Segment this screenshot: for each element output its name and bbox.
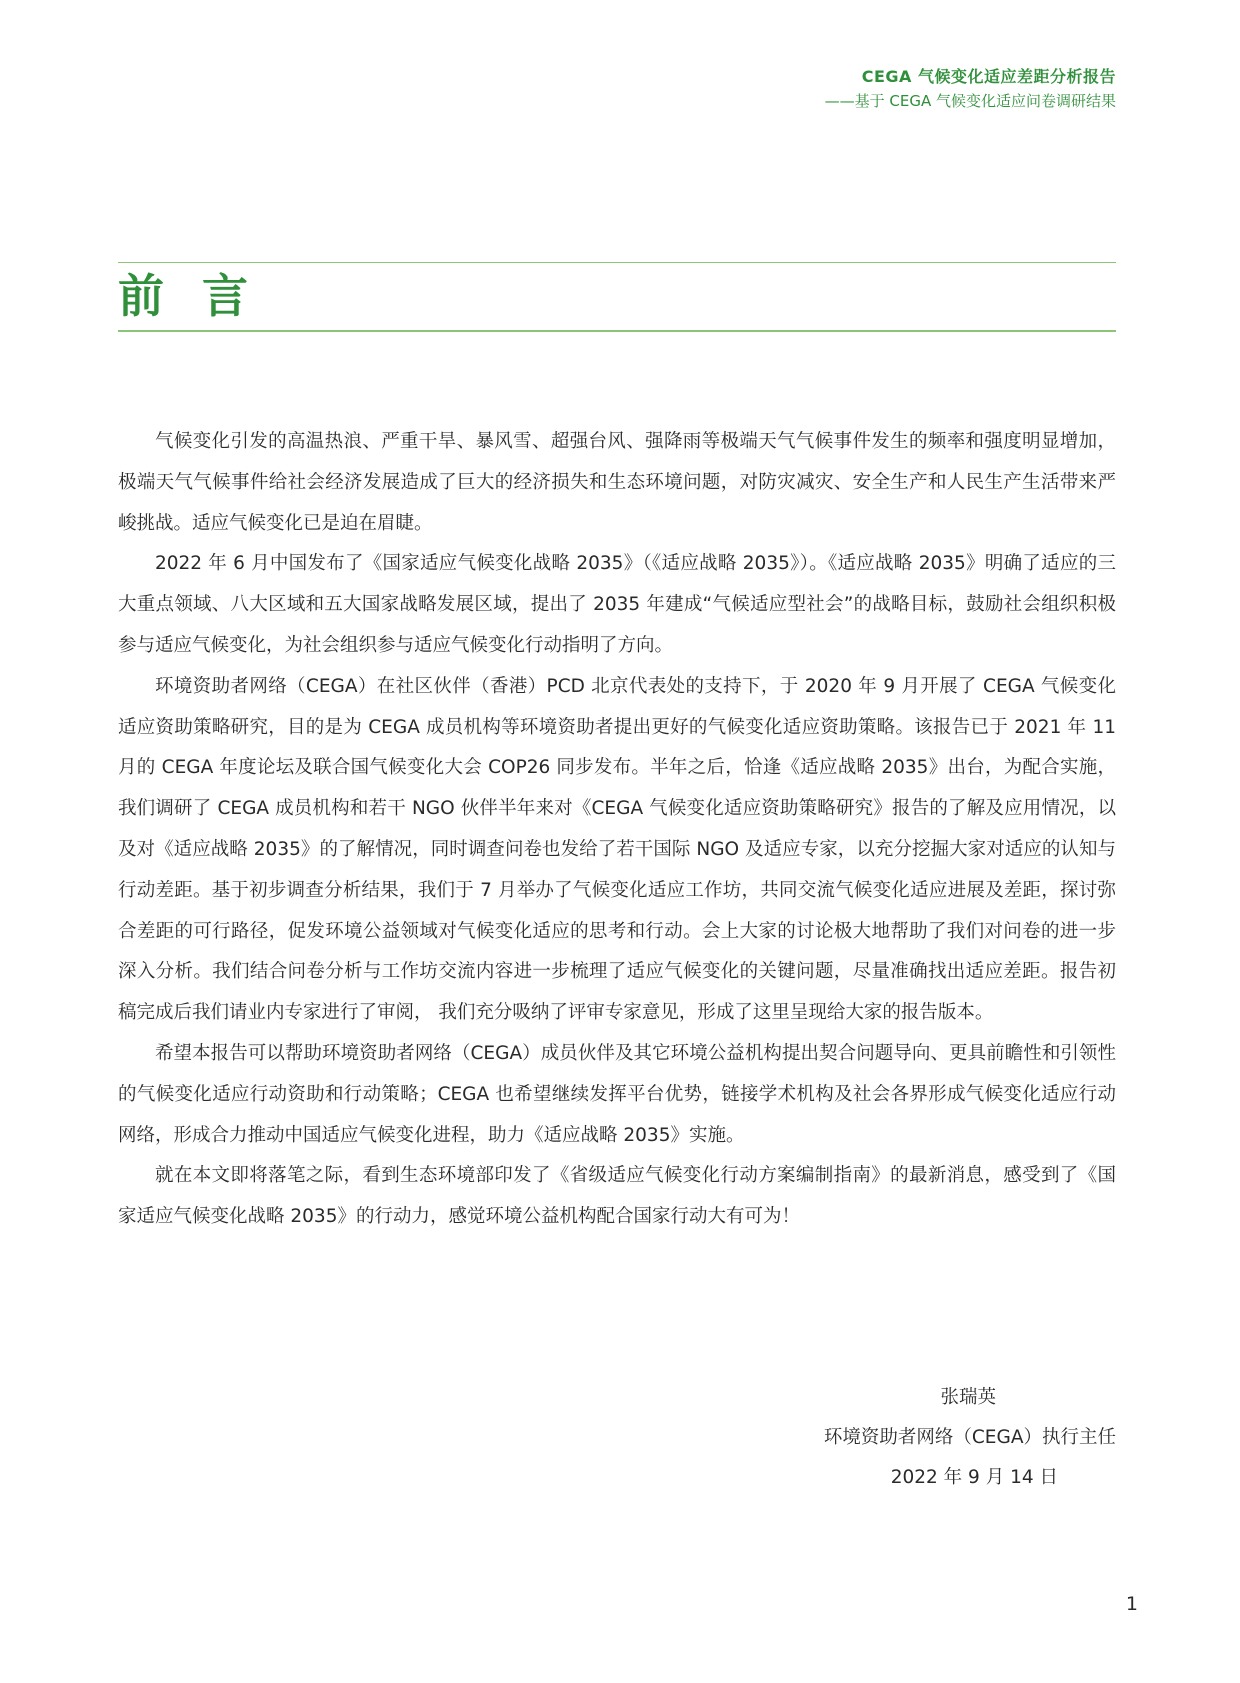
signatory-role: 环境资助者网络（CEGA）执行主任 (823, 1427, 1116, 1448)
paragraph: 气候变化引发的高温热浪、严重干旱、暴风雪、超强台风、强降雨等极端天气气候事件发生的频率和强度明显增加，极端天气气候事件给社会经济发展造成了巨大的经济损失和生态环境问题，对防灾减灾、安全生产和人民生产生活带来严峻挑战。适应气候变化已是迫在眉睫。 (118, 431, 1116, 534)
paragraph: 希望本报告可以帮助环境资助者网络（CEGA）成员伙伴及其它环境公益机构提出契合问题导向、更具前瞻性和引领性的气候变化适应行动资助和行动策略；CEGA 也希望继续发挥平台优势，链接学术机构及社会各界形成气候变化适应行动网络，形成合力推动中国适应气候变化进程，助力《适应战略 2035》实施。 (118, 1042, 1116, 1146)
report-title: CEGA 气候变化适应差距分析报告 (861, 67, 1116, 86)
page-number: 1 (1125, 1593, 1138, 1615)
paragraph: 2022 年 6 月中国发布了《国家适应气候变化战略 2035》（《适应战略 2035》）。《适应战略 2035》明确了适应的三大重点领域、八大区域和五大国家战略发展区域，提出了 2035 年建成“气候适应型社会”的战略目标，鼓励社会组织积极参与适应气候变化，为社会组织参与适应气候变化行动指明了方向。 (118, 553, 1116, 656)
page-title: 前言 (118, 269, 286, 323)
signature-block (696, 1378, 1116, 1518)
preface-body (118, 422, 1116, 1238)
report-subtitle: ——基于 CEGA 气候变化适应问卷调研结果 (824, 92, 1116, 110)
signature-date: 2022 年 9 月 14 日 (890, 1467, 1058, 1488)
paragraph: 就在本文即将落笔之际，看到生态环境部印发了《省级适应气候变化行动方案编制指南》的最新消息，感受到了《国家适应气候变化战略 2035》的行动力，感觉环境公益机构配合国家行动大有可为！ (118, 1165, 1116, 1228)
title-top-divider (118, 262, 1116, 263)
signatory-name: 张瑞英 (940, 1387, 996, 1408)
report-header (825, 66, 1116, 112)
paragraph: 环境资助者网络（CEGA）在社区伙伴（香港）PCD 北京代表处的支持下，于 2020 年 9 月开展了 CEGA 气候变化适应资助策略研究，目的是为 CEGA 成员机构等环境资助者提出更好的气候变化适应资助策略。该报告已于 2021 年 11 月的 CEGA 年度论坛及联合国气候变化大会 COP26 同步发布。半年之后，恰逢《适应战略 2035》出台，为配合实施，我们调研了 CEGA 成员机构和若干 NGO 伙伴半年来对《CEGA 气候变化适应资助策略研究》报告的了解及应用情况，以及对《适应战略 2035》的了解情况，同时调查问卷也发给了若干国际 NGO 及适应专家，以充分挖掘大家对适应的认知与行动差距。基于初步调查分析结果，我们于 7 月举办了气候变化适应工作坊，共同交流气候变化适应进展及差距，探讨弥合差距的可行路径，促发环境公益领域对气候变化适应的思考和行动。会上大家的讨论极大地帮助了我们对问卷的进一步深入分析。我们结合问卷分析与工作坊交流内容进一步梳理了适应气候变化的关键问题，尽量准确找出适应差距。报告初稿完成后我们请业内专家进行了审阅， 我们充分吸纳了评审专家意见，形成了这里呈现给大家的报告版本。 (118, 675, 1116, 1024)
title-bottom-divider (118, 330, 1116, 332)
